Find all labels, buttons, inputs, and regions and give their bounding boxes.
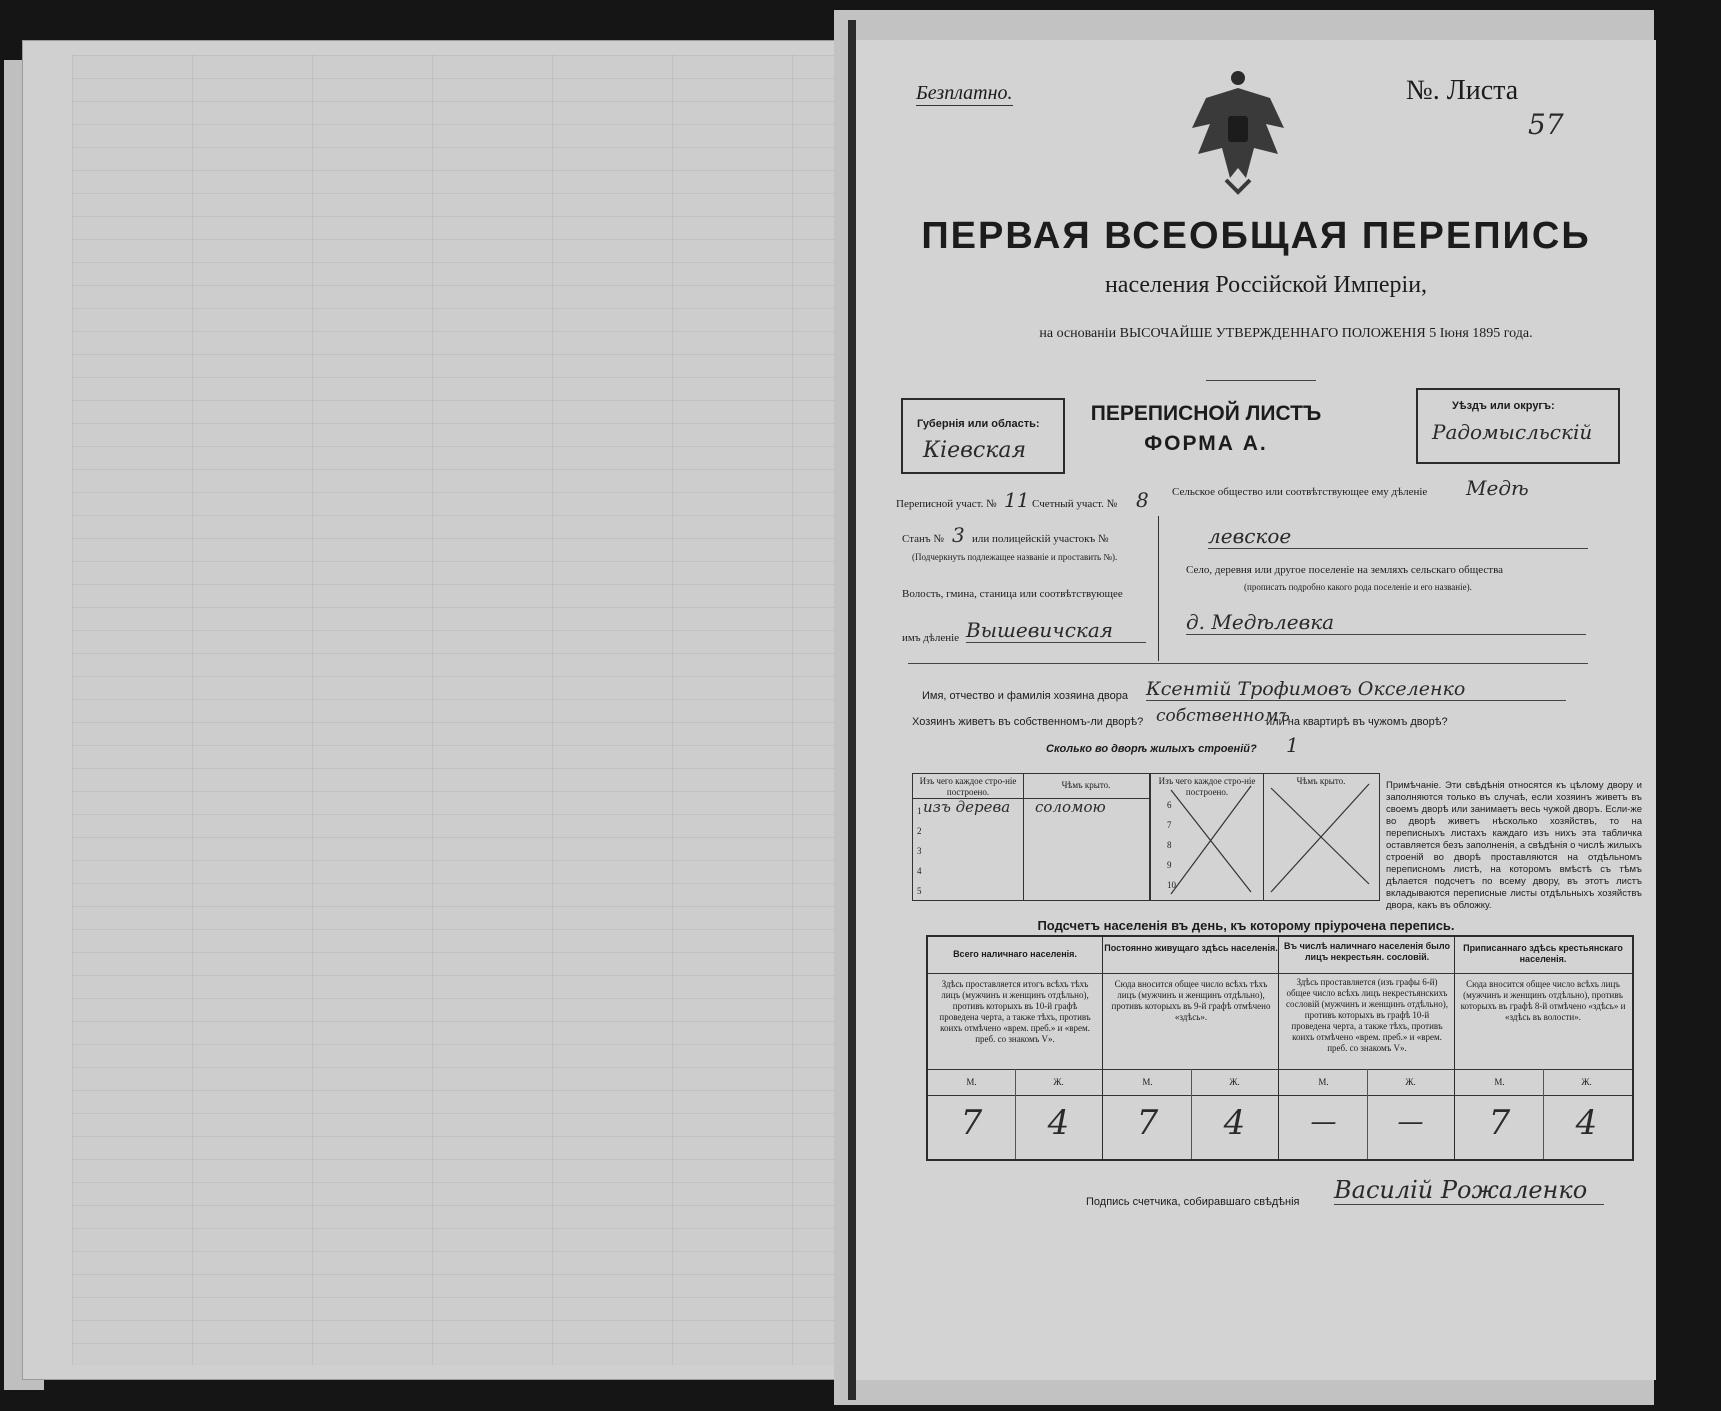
pop-col1-f-label: Ж. [1053,1077,1064,1087]
row-number-1: 1 [917,806,922,816]
settlement-label: Село, деревня или другое поселеніе на земляхъ сельскаго общества [1186,564,1504,576]
pop-col2-header: Постоянно живущаго здѣсь населенія. [1104,943,1278,953]
buildings-table-right [1150,773,1380,901]
stan-value: 3 [952,523,965,547]
district-value: Радомысльскій [1432,420,1593,444]
form-title-2: ФОРМА А. [1144,432,1268,455]
underline-note: (Подчеркнуть подлежащее названіе и проставить №). [912,552,1118,562]
sheet-number-label: №. Листа [1406,75,1519,106]
census-form-page [856,40,1656,1380]
pop-mf-rule [928,1095,1632,1096]
pop-col1-desc: Здѣсь проставляется итогъ всѣхъ тѣхъ лицъ (мужчинъ и женщинъ отдѣльно), противъ которыхъ въ 10-й графѣ проведена черта, а также тѣхъ, противъ коихъ отмѣчено «врем. преб.» и «врем. преб. со знакомъ V». [939,979,1091,1044]
pop-col4-female-value: 4 [1575,1103,1598,1143]
pop-col2-m-label: М. [1142,1077,1153,1087]
pop-col-divider-1 [1102,937,1103,1159]
owner-label: Имя, отчество и фамилія хозяина двора [922,690,1128,702]
row-number-9: 9 [1167,860,1172,870]
census-section-value: 11 [1004,488,1030,512]
roof-column-header-2: Чѣмъ крыто. [1296,776,1346,786]
pop-desc-rule [928,1069,1632,1070]
count-section-label: Счетный участ. № [1032,498,1118,510]
row1-material-value: изъ дерева [923,798,1011,816]
count-section-value: 8 [1136,488,1149,512]
pop-col1-m-label: М. [966,1077,977,1087]
buildings-value: 1 [1286,733,1299,757]
cross-out-strokes [1151,774,1379,900]
population-count-title: Подсчетъ населенія въ день, къ которому пріурочена перепись. [1037,918,1455,933]
row-number-6: 6 [1167,800,1172,810]
pop-col2-desc: Сюда вносится общее число всѣхъ тѣхъ лицъ (мужчинъ и женщинъ отдѣльно), противъ которыхъ въ 9-й графѣ отмѣчено «здѣсь». [1111,979,1271,1022]
pop-col4-desc: Сюда вносится общее число всѣхъ лицъ (мужчинъ и женщинъ отдѣльно), противъ которыхъ въ графѣ 8-й отмѣчено «здѣсь» и «здѣсь въ волости». [1460,979,1626,1022]
pop-col1-female-value: 4 [1047,1103,1070,1143]
population-count-table [926,935,1634,1161]
row-number-7: 7 [1167,820,1172,830]
village-society-label: Сельское общество или соотвѣтствующее ему дѣленіе [1172,486,1428,498]
pop-col3-female-value: — [1397,1107,1424,1137]
census-main-title: ПЕРВАЯ ВСЕОБЩАЯ ПЕРЕПИСЬ [921,215,1591,257]
material-column-header: Изъ чего каждое стро-ніе построено. [919,776,1017,797]
sheet-number-handwritten: 57 [1528,108,1564,141]
column-divider [1158,516,1159,661]
buildings-label: Сколько во дворѣ жилыхъ строеній? [1046,743,1257,755]
pop-col2-male-value: 7 [1136,1103,1159,1143]
signature-value: Василій Рожаленко [1334,1176,1604,1205]
pop-header-rule [928,973,1632,974]
pop-col2-f-label: Ж. [1229,1077,1240,1087]
buildings-table-left [912,773,1150,901]
free-label: Безплатно. [916,82,1013,104]
form-title-1: ПЕРЕПИСНОЙ ЛИСТЪ [1090,402,1322,425]
section-rule [908,663,1588,664]
pop-col1-header: Всего наличнаго населенія. [953,949,1077,959]
province-value: Кіевская [923,438,1027,463]
pop-col4-f-label: Ж. [1581,1077,1592,1087]
volost-label: Волость, гмина, станица или соотвѣтствующее [902,588,1123,600]
footnote-text: Примѣчаніе. Эти свѣдѣнія относятся къ цѣлому двору и заполняются только въ случаѣ, если хозяинъ живетъ въ своемъ дворѣ или занимаетъ весь чужой дворъ. Если-же во дворѣ живетъ нѣсколько хозяйствъ, то на переписныхъ листахъ каждаго изъ нихъ эта табличка оставляется безъ заполненія, а свѣдѣнія о числѣ жилыхъ строеній во дворѣ проставляются на отдѣльномъ переписномъ листѣ, на которомъ вмѣстѣ съ тѣмъ дѣлается подсчетъ по всему двору, въ этотъ листъ вкладываются переписные листы отдѣльныхъ хозяйствъ двора, какъ въ обложку. [1386,780,1642,911]
signature-label: Подпись счетчика, собиравшаго свѣдѣнія [1086,1196,1300,1208]
settlement-value: д. Медѣлевка [1186,610,1586,635]
book-spine [848,20,856,1400]
buildings-table-divider [1023,774,1024,900]
pop-col3-male-value: — [1310,1107,1337,1137]
census-basis-line: на основаніи ВЫСОЧАЙШЕ УТВЕРЖДЕННАГО ПОЛОЖЕНІЯ 5 Іюня 1895 года. [1039,326,1533,341]
district-box [1416,388,1620,464]
province-box [901,398,1065,474]
pop-col3-desc: Здѣсь проставляется (изъ графы 6-й) общее число всѣхъ лицъ некрестьянскихъ сословій (мужчинъ и женщинъ отдѣльно), противъ которыхъ въ графѣ 10-й проведена черта, а также тѣхъ, противъ коихъ отмѣчено «врем. преб.» и «врем. преб. со знакомъ V». [1286,977,1448,1053]
row-number-8: 8 [1167,840,1172,850]
pop-col-divider-2 [1278,937,1279,1159]
census-section-label: Переписной участ. № [896,498,997,510]
ornament-divider [1206,380,1316,381]
stan-label: Станъ № [902,533,944,545]
roof-column-header: Чѣмъ крыто. [1061,780,1111,790]
row-number-5: 5 [917,886,922,896]
pop-col4-male-value: 7 [1488,1103,1511,1143]
pop-col3-f-label: Ж. [1405,1077,1416,1087]
row-number-4: 4 [917,866,922,876]
volost-label-2: имъ дѣленіе [902,632,960,644]
census-subtitle: населения Россійской Имперіи, [1104,272,1428,298]
pop-col1-male-value: 7 [960,1103,983,1143]
row1-roof-value: соломою [1035,798,1106,816]
pop-col-divider-3 [1454,937,1455,1159]
pop-col4-header: Приписаннаго здѣсь крестьянскаго населенія. [1463,943,1623,964]
village-society-value-2: левское [1208,524,1588,549]
own-yard-label: Хозяинъ живетъ въ собственномъ-ли дворѣ? [912,716,1144,728]
row-number-3: 3 [917,846,922,856]
pop-col3-header: Въ числѣ наличнаго населенія было лицъ некрестьян. сословій. [1284,941,1450,962]
owner-value: Ксентій Трофимовъ Окселенко [1146,678,1566,701]
police-section-label: или полицейскій участокъ № [972,533,1109,545]
rented-label: или на квартирѣ въ чужомъ дворѣ? [1266,716,1448,728]
pop-col3-m-label: М. [1318,1077,1329,1087]
settlement-note: (прописать подробно какого рода поселеніе и его названіе). [1244,582,1472,592]
own-yard-value: собственномъ [1156,706,1290,726]
imperial-eagle-emblem [1186,68,1290,196]
pop-col2-female-value: 4 [1223,1103,1246,1143]
district-label: Уѣздъ или округъ: [1452,400,1555,412]
left-page-ruled-sheet [72,55,862,1365]
row-number-10: 10 [1167,880,1176,890]
province-label: Губернія или область: [917,418,1040,430]
row-number-2: 2 [917,826,922,836]
village-society-value-1: Медѣ [1466,476,1529,500]
pop-col4-m-label: М. [1494,1077,1505,1087]
material-column-header-2: Изъ чего каждое стро-ніе построено. [1158,776,1256,797]
volost-value: Вышевичская [966,618,1146,643]
